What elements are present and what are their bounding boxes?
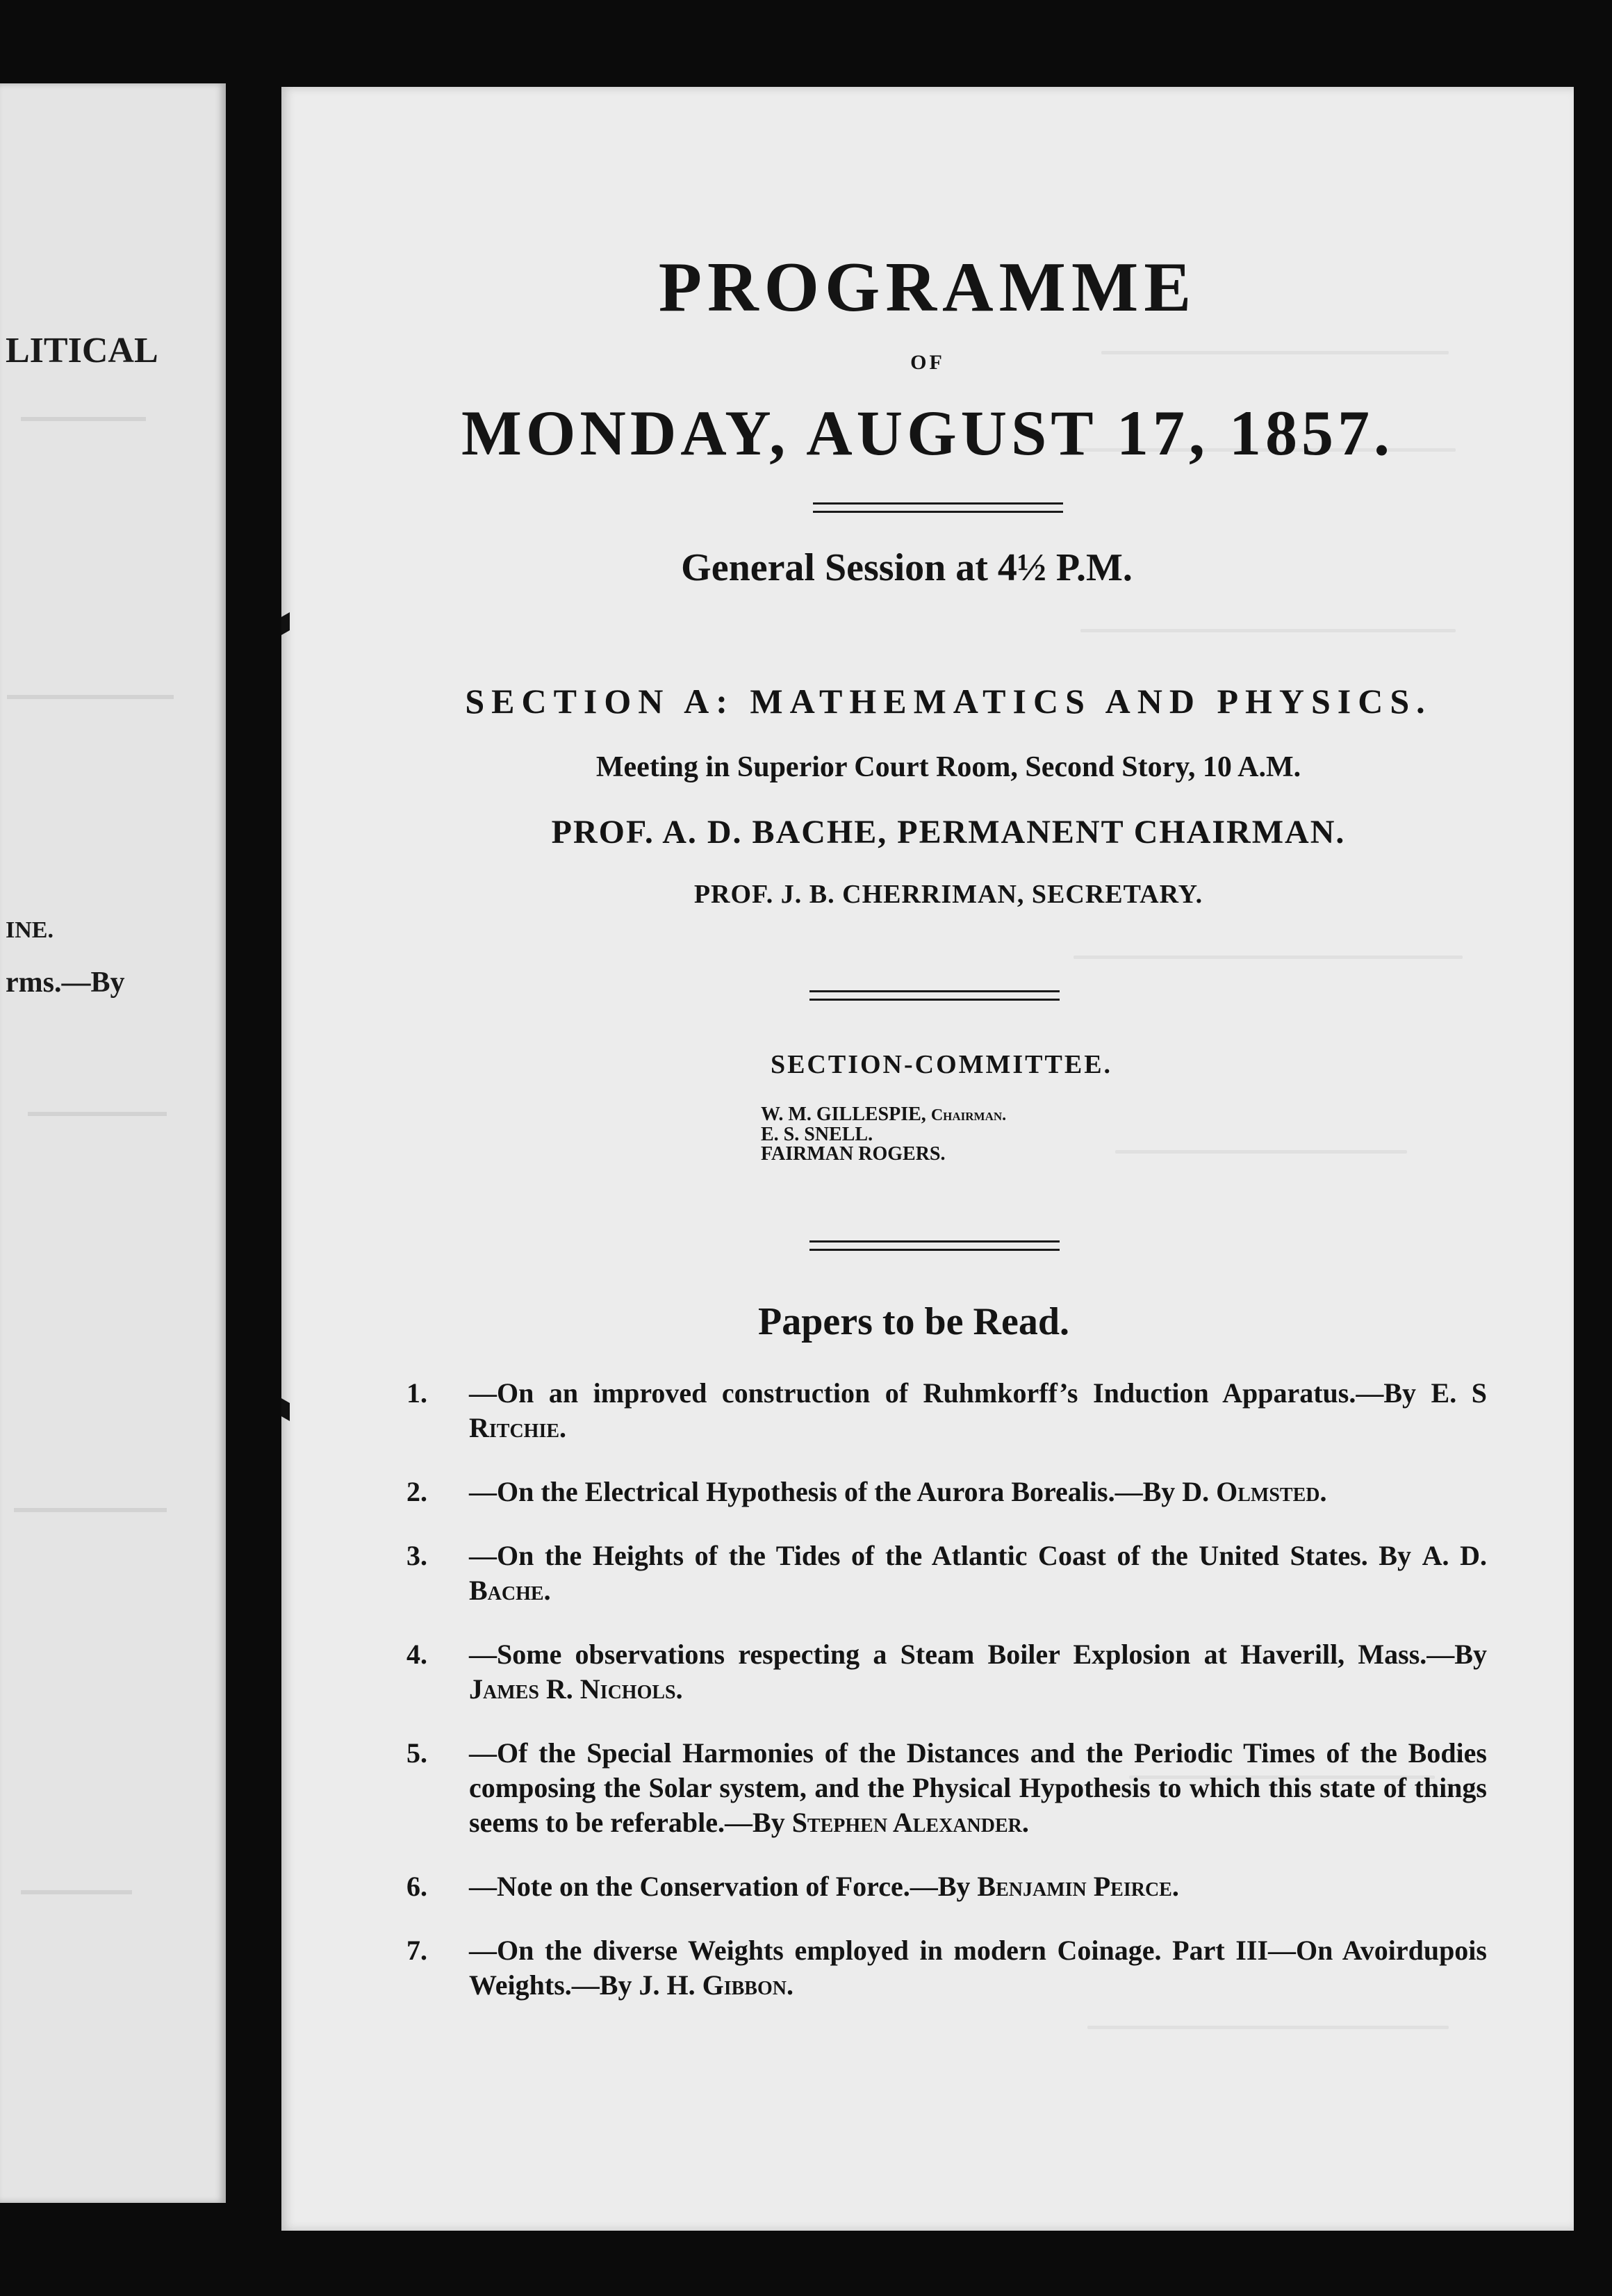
programme-date: MONDAY, AUGUST 17, 1857. [461,397,1394,468]
paper-entry [406,1376,1487,1445]
committee-list [761,1105,1006,1164]
paper-title: —Note on the Conservation of Force.—By [469,1871,978,1902]
paper-entry [406,1637,1487,1707]
title-connector: OF [910,351,945,374]
paper-number: 7. [406,1935,427,1966]
divider-rule [809,1240,1060,1243]
paper-author: J. H. Gibbon. [639,1969,793,2001]
paper-entry [406,1933,1487,2003]
divider-rule [813,502,1063,505]
divider-rule [809,999,1060,1001]
member-role: Chairman. [930,1106,1007,1124]
committee-member [761,1105,1006,1125]
committee-member [761,1125,1006,1145]
paper-title: —On the Electrical Hypothesis of the Aurora Borealis.—By [469,1476,1183,1507]
member-name: E. S. SNELL. [761,1124,873,1145]
paper-title: —Of the Special Harmonies of the Distances and the Periodic Times of the Bodies composing the Solar system, and the Physical Hypothesis to which this state of things seems to be referable.—By [469,1737,1487,1838]
papers-list [406,1376,1487,2032]
facing-page-fragment: LITICAL [6,331,158,370]
divider-rule [813,511,1063,513]
paper-title: —On the Heights of the Tides of the Atlantic Coast of the United States. By [469,1540,1422,1571]
divider-rule [809,1249,1060,1251]
bleed-through [1115,1150,1407,1154]
bleed-through [1080,629,1456,632]
bleed-through [14,1508,167,1512]
committee-member [761,1145,1006,1164]
meeting-info: Meeting in Superior Court Room, Second Story, 10 A.M. [595,751,1301,783]
binding-mark [281,612,290,636]
paper-number: 2. [406,1476,427,1507]
paper-author: Stephen Alexander. [791,1807,1029,1838]
bleed-through [21,417,146,421]
paper-number: 3. [406,1540,427,1571]
paper-number: 5. [406,1737,427,1769]
paper-author: James R. Nichols. [469,1673,683,1705]
facing-page-fragment: INE. [6,917,54,943]
committee-heading: SECTION-COMMITTEE. [770,1050,1113,1079]
paper-number: 4. [406,1639,427,1670]
session-heading: General Session at 4½ P.M. [681,546,1133,589]
paper-author: A. D. Bache. [469,1540,1487,1606]
binding-mark [281,1397,290,1421]
paper-author: D. Olmsted. [1182,1476,1327,1507]
book-spine [226,83,281,2203]
section-heading: SECTION A: MATHEMATICS AND PHYSICS. [465,682,1432,721]
paper-number: 1. [406,1377,427,1409]
facing-page [0,83,226,2203]
secretary-line: PROF. J. B. CHERRIMAN, SECRETARY. [693,880,1203,909]
paper-number: 6. [406,1871,427,1902]
paper-entry [406,1539,1487,1608]
paper-entry [406,1475,1487,1509]
papers-heading: Papers to be Read. [758,1300,1069,1343]
paper-author: Benjamin Peirce. [977,1871,1179,1902]
chairman-line: PROF. A. D. BACHE, PERMANENT CHAIRMAN. [551,814,1346,851]
bleed-through [7,695,174,699]
facing-page-fragment: rms.—By [6,967,125,999]
paper-title: —On the diverse Weights employed in modern Coinage. Part III—On Avoirdupois Weights.—By [469,1935,1487,2001]
member-name: W. M. GILLESPIE, [761,1104,926,1125]
programme-page [281,87,1574,2231]
paper-title: —Some observations respecting a Steam Boiler Explosion at Haverill, Mass.—By [469,1639,1487,1670]
paper-entry [406,1869,1487,1904]
member-name: FAIRMAN ROGERS. [761,1143,946,1165]
programme-title: PROGRAMME [658,248,1197,327]
paper-author: E. S Ritchie. [469,1377,1487,1443]
bleed-through [1074,956,1463,959]
bleed-through [21,1890,132,1894]
paper-entry [406,1736,1487,1840]
divider-rule [809,990,1060,992]
paper-title: —On an improved construction of Ruhmkorff’s Induction Apparatus.—By [469,1377,1431,1409]
bleed-through [28,1112,167,1116]
